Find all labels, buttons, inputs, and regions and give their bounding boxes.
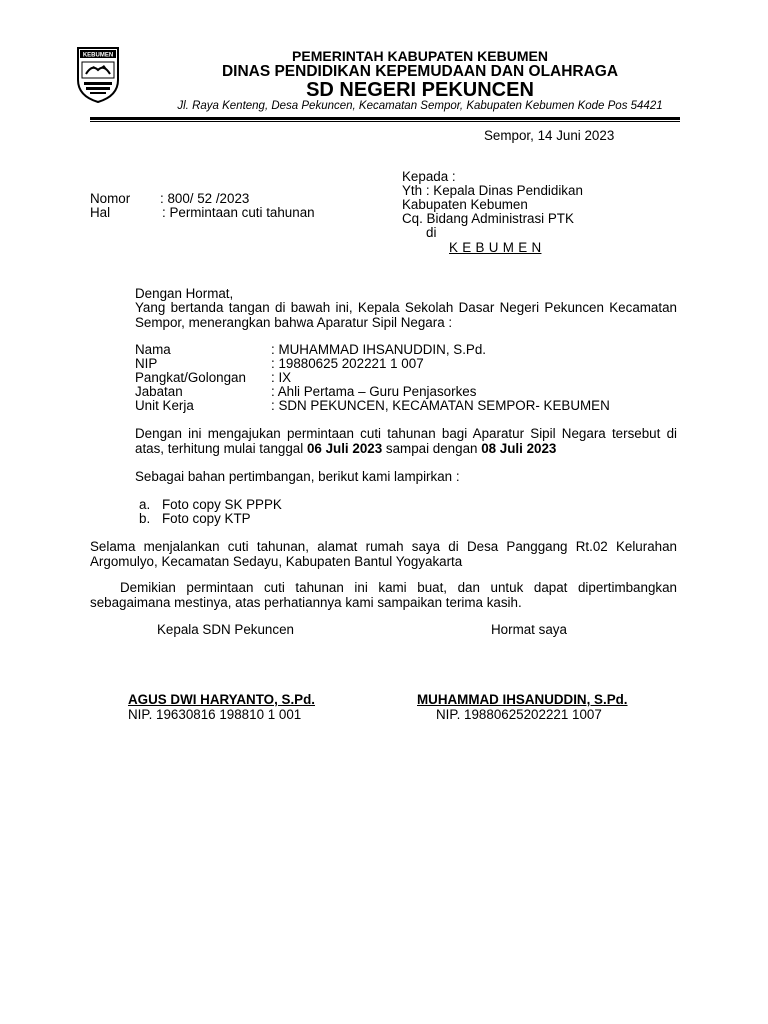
field-label-nip: NIP xyxy=(135,356,158,371)
field-value-nama: : MUHAMMAD IHSANUDDIN, S.Pd. xyxy=(271,342,487,357)
attachment-marker: a. xyxy=(139,497,151,512)
intro-paragraph: Yang bertanda tangan di bawah ini, Kepala Sekolah Dasar Negeri Pekuncen Kecamatan Sempor, menerangkan bahwa Aparatur Sipil Negara : xyxy=(135,300,677,330)
field-label-jabatan: Jabatan xyxy=(135,384,183,399)
nomor-label: Nomor xyxy=(90,191,131,206)
nomor-value: : 800/ 52 /2023 xyxy=(160,191,250,206)
signatory-left-title: Kepala SDN Pekuncen xyxy=(157,622,294,637)
attachment-item: Foto copy KTP xyxy=(162,511,251,526)
field-value-unit-kerja: : SDN PEKUNCEN, KECAMATAN SEMPOR- KEBUMEN xyxy=(271,398,610,413)
hal-value: : Permintaan cuti tahunan xyxy=(162,205,315,220)
home-address-paragraph: Selama menjalankan cuti tahunan, alamat rumah saya di Desa Panggang Rt.02 Kelurahan Argomulyo, Kecamatan Sedayu, Kabupaten Bantul Yogyakarta xyxy=(90,539,677,569)
field-label-nama: Nama xyxy=(135,342,171,357)
kebumen-regency-logo xyxy=(76,44,120,104)
signatory-right-nip: NIP. 19880625202221 1007 xyxy=(436,707,602,722)
field-value-nip: : 19880625 202221 1 007 xyxy=(271,356,424,371)
signatory-left-name: AGUS DWI HARYANTO, S.Pd. xyxy=(128,692,315,707)
letterhead-thick-rule xyxy=(90,117,680,120)
request-paragraph xyxy=(135,426,677,456)
signatory-left-nip: NIP. 19630816 198810 1 001 xyxy=(128,707,302,722)
attachment-intro: Sebagai bahan pertimbangan, berikut kami lampirkan : xyxy=(135,469,460,484)
letter-date: Sempor, 14 Juni 2023 xyxy=(484,128,615,143)
letterhead-school-name: SD NEGERI PEKUNCEN xyxy=(306,79,534,101)
letterhead-government: PEMERINTAH KABUPATEN KEBUMEN xyxy=(292,48,548,64)
signatory-right-name: MUHAMMAD IHSANUDDIN, S.Pd. xyxy=(417,692,628,707)
recipient-regency: Kabupaten Kebumen xyxy=(402,197,528,212)
field-label-pangkat: Pangkat/Golongan xyxy=(135,370,246,385)
request-text-middle: sampai dengan xyxy=(382,441,482,456)
field-value-pangkat: : IX xyxy=(271,370,292,385)
attachment-marker: b. xyxy=(139,511,151,526)
attachment-item: Foto copy SK PPPK xyxy=(162,497,282,512)
letterhead-thin-rule xyxy=(90,121,680,122)
letterhead-agency: DINAS PENDIDIKAN KEPEMUDAAN DAN OLAHRAGA xyxy=(221,63,619,80)
letterhead-address: Jl. Raya Kenteng, Desa Pekuncen, Kecamatan Sempor, Kabupaten Kebumen Kode Pos 54421 xyxy=(177,100,663,112)
signatory-right-title: Hormat saya xyxy=(491,622,567,637)
recipient-title: Yth : Kepala Dinas Pendidikan xyxy=(402,183,583,198)
recipient-cq: Cq. Bidang Administrasi PTK xyxy=(402,211,574,226)
leave-end-date: 08 Juli 2023 xyxy=(481,441,557,456)
field-label-unit-kerja: Unit Kerja xyxy=(135,398,194,413)
request-text-start: Dengan ini mengajukan permintaan cuti tahunan bagi Aparatur Sipil Negara tersebut di atas, terhitung mulai tanggal xyxy=(135,426,677,456)
logo-lettering: KEBUMEN xyxy=(82,52,114,59)
closing-paragraph: Demikian permintaan cuti tahunan ini kami buat, dan untuk dapat dipertimbangkan sebagaimana mestinya, atas perhatiannya kami sampaikan terima kasih. xyxy=(90,580,677,610)
field-value-jabatan: : Ahli Pertama – Guru Penjasorkes xyxy=(271,384,477,399)
salutation: Dengan Hormat, xyxy=(135,286,234,301)
leave-start-date: 06 Juli 2023 xyxy=(306,441,383,456)
hal-label: Hal xyxy=(90,205,111,220)
recipient-city: K E B U M E N xyxy=(449,240,542,255)
recipient-label: Kepada : xyxy=(402,169,456,184)
recipient-di: di xyxy=(426,225,437,240)
